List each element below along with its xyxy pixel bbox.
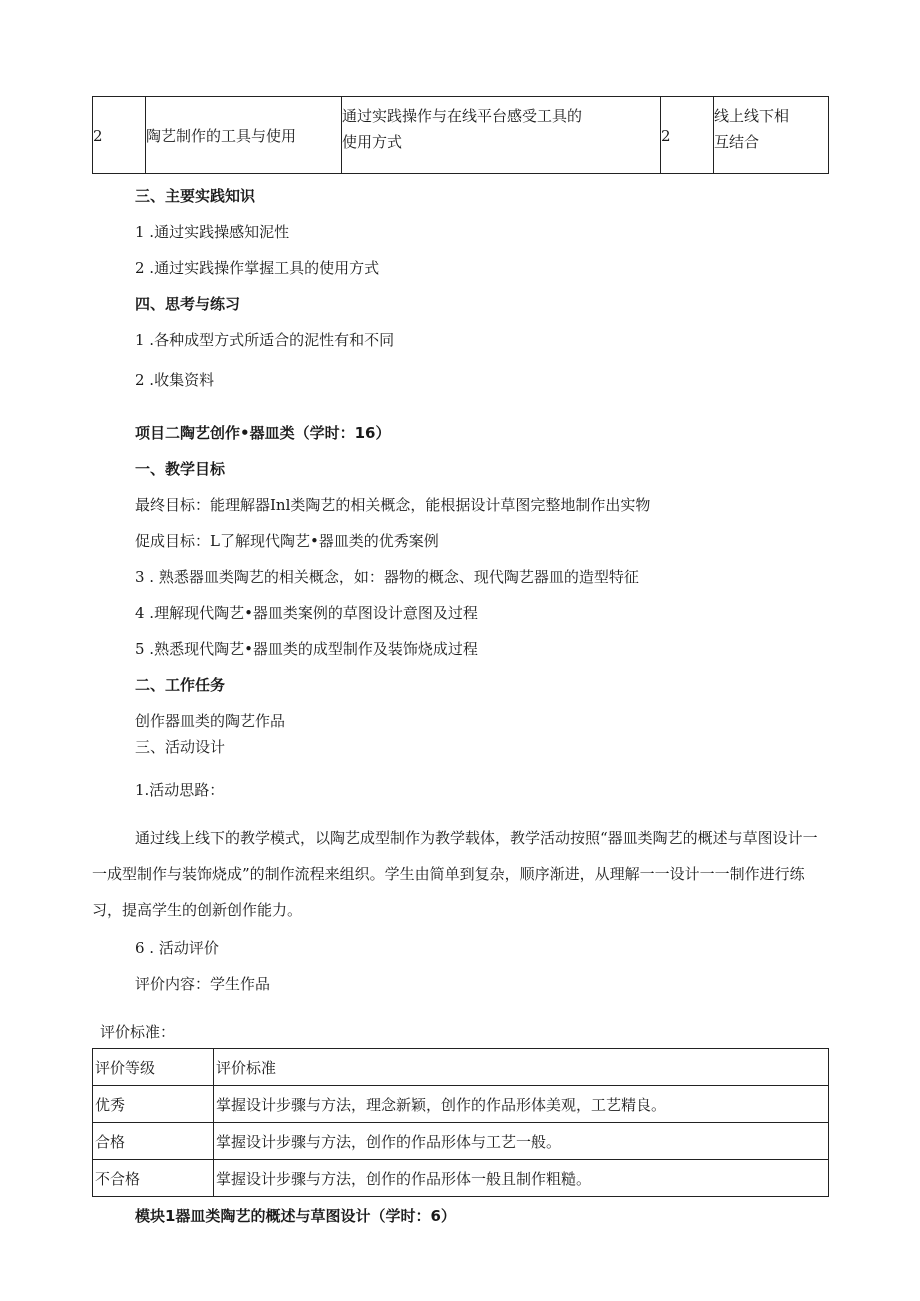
grade-cell: 合格	[93, 1123, 214, 1160]
table-row	[93, 1123, 829, 1160]
project-title: 项目二陶艺创作•器皿类（学时：16）	[135, 424, 391, 442]
row-mode	[714, 97, 828, 155]
section-heading: 二、工作任务	[135, 676, 226, 694]
criteria-cell: 掌握设计步骤与方法，创作的作品形体一般且制作粗糙。	[214, 1160, 829, 1197]
activity-paragraph: 通过线上线下的教学模式，以陶艺成型制作为教学载体，教学活动按照“器皿类陶艺的概述与草图设计一一成型制作与装饰烧成”的制作流程来组织。学生由简单到复杂，顺序渐进，从理解一一设计一一制作进行练习，提高学生的创新创作能力。	[92, 829, 818, 919]
row-desc	[342, 97, 660, 155]
list-item: 1 .通过实践操感知泥性	[135, 223, 290, 241]
final-goal: 最终目标：能理解器Inl类陶艺的相关概念，能根据设计草图完整地制作出实物	[135, 496, 651, 514]
row-title-cell	[146, 97, 342, 174]
table-row	[93, 97, 829, 174]
list-item: 2 .通过实践操作掌握工具的使用方式	[135, 259, 380, 277]
table-header-row	[93, 1049, 829, 1086]
section-heading: 三、活动设计	[135, 738, 226, 756]
promote-goal: 促成目标：L了解现代陶艺•器皿类的优秀案例	[135, 532, 439, 550]
row-number: 2	[93, 127, 103, 145]
grade-cell: 不合格	[93, 1160, 214, 1197]
list-item: 4 .理解现代陶艺•器皿类案例的草图设计意图及过程	[135, 604, 478, 622]
criteria-label: 评价标准：	[100, 1023, 176, 1041]
section-heading: 四、思考与练习	[135, 295, 241, 313]
row-mode-cell	[714, 97, 829, 174]
list-item: 2 .收集资料	[135, 371, 215, 389]
section-heading: 一、教学目标	[135, 460, 226, 478]
row-number-cell	[93, 97, 146, 174]
row-desc-line: 通过实践操作与在线平台感受工具的	[342, 107, 583, 125]
list-item: 5 .熟悉现代陶艺•器皿类的成型制作及装饰烧成过程	[135, 640, 478, 658]
criteria-cell: 掌握设计步骤与方法，创作的作品形体与工艺一般。	[214, 1123, 829, 1160]
row-hours: 2	[661, 127, 671, 145]
eval-label: 6 . 活动评价	[135, 939, 219, 957]
section-heading: 三、主要实践知识	[135, 187, 256, 205]
eval-content: 评价内容：学生作品	[135, 975, 271, 993]
row-mode-line: 互结合	[714, 133, 760, 151]
header-cell: 评价等级	[93, 1049, 214, 1086]
criteria-cell: 掌握设计步骤与方法，理念新颖，创作的作品形体美观，工艺精良。	[214, 1086, 829, 1123]
grade-cell: 优秀	[93, 1086, 214, 1123]
list-item: 1 .各种成型方式所适合的泥性有和不同	[135, 331, 395, 349]
row-hours-cell	[661, 97, 714, 174]
header-cell: 评价标准	[214, 1049, 829, 1086]
row-mode-line: 线上线下相	[714, 107, 790, 125]
evaluation-table	[92, 1048, 829, 1197]
module-title: 模块1器皿类陶艺的概述与草图设计（学时：6）	[135, 1207, 456, 1225]
row-desc-line: 使用方式	[342, 133, 403, 151]
table-row	[93, 1160, 829, 1197]
table-row	[93, 1086, 829, 1123]
activity-idea-label: 1.活动思路：	[135, 781, 225, 799]
row-title: 陶艺制作的工具与使用	[146, 127, 297, 145]
list-item: 3 . 熟悉器皿类陶艺的相关概念，如：器物的概念、现代陶艺器皿的造型特征	[135, 568, 639, 586]
task-text: 创作器皿类的陶艺作品	[135, 712, 286, 730]
row-desc-cell	[342, 97, 661, 174]
course-content-table	[92, 96, 829, 174]
